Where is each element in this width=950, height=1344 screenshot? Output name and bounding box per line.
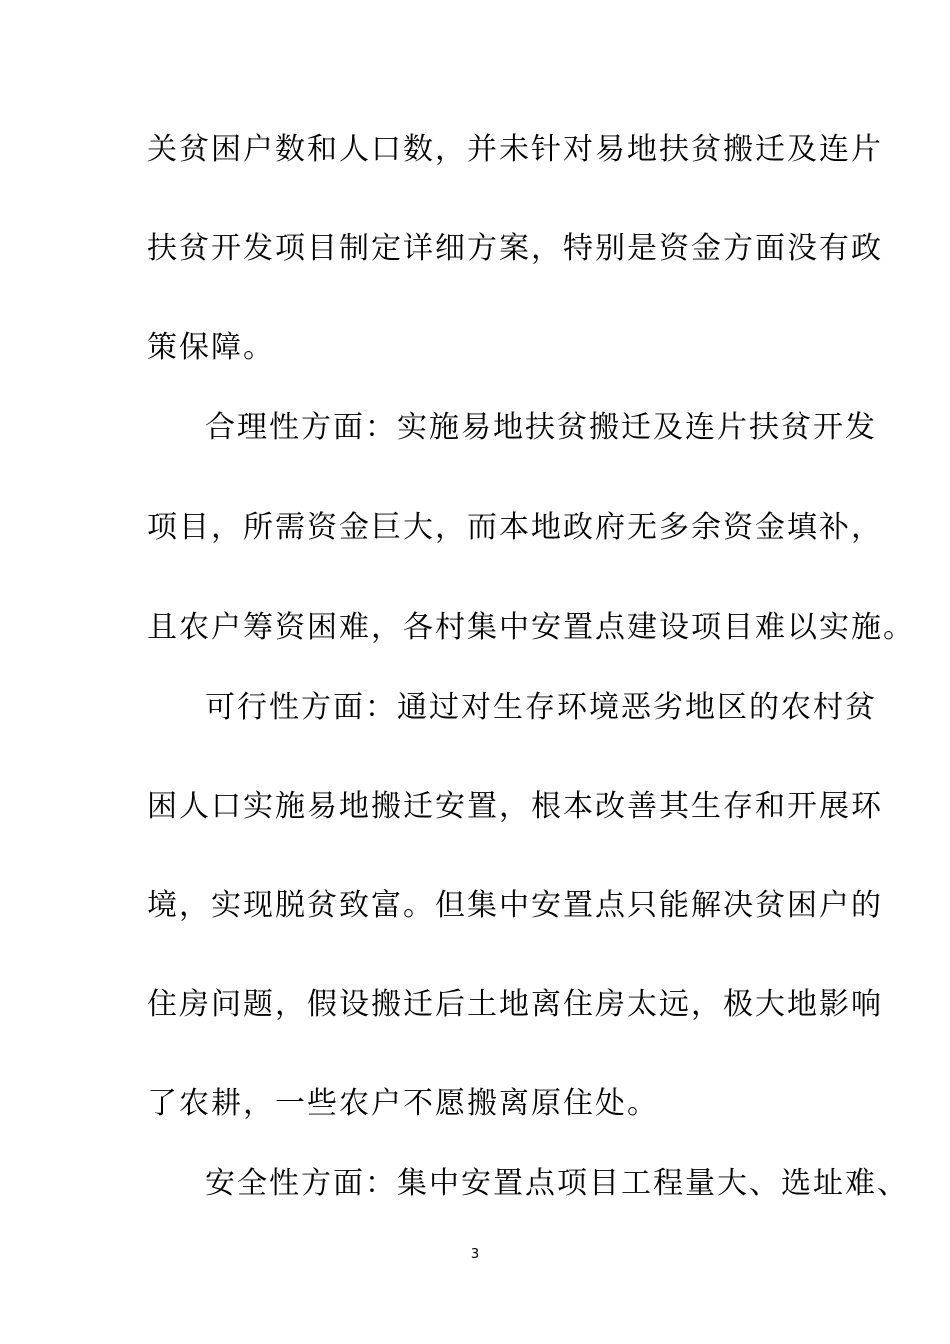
text-line: 关贫困户数和人口数，并未针对易地扶贫搬迁及连片 xyxy=(147,132,883,167)
text-line: 了农耕，一些农户不愿搬离原住处。 xyxy=(147,1086,659,1121)
text-line: 且农户筹资困难，各村集中安置点建设项目难以实施。 xyxy=(147,610,915,645)
text-line: 境，实现脱贫致富。但集中安置点只能解决贫困户的 xyxy=(147,888,883,923)
text-line: 住房问题，假设搬迁后土地离住房太远，极大地影响 xyxy=(147,987,883,1022)
paragraph-start-line: 合理性方面：实施易地扶贫搬迁及连片扶贫开发 xyxy=(205,410,877,445)
text-line: 困人口实施易地搬迁安置，根本改善其生存和开展环 xyxy=(147,789,883,824)
page-number: 3 xyxy=(470,1247,480,1262)
text-line: 项目，所需资金巨大，而本地政府无多余资金填补， xyxy=(147,510,883,545)
text-line: 扶贫开发项目制定详细方案，特别是资金方面没有政 xyxy=(147,231,883,266)
text-line: 策保障。 xyxy=(147,330,275,365)
paragraph-start-line: 安全性方面：集中安置点项目工程量大、选址难、 xyxy=(205,1166,909,1201)
paragraph-start-line: 可行性方面：通过对生存环境恶劣地区的农村贫 xyxy=(205,690,877,725)
